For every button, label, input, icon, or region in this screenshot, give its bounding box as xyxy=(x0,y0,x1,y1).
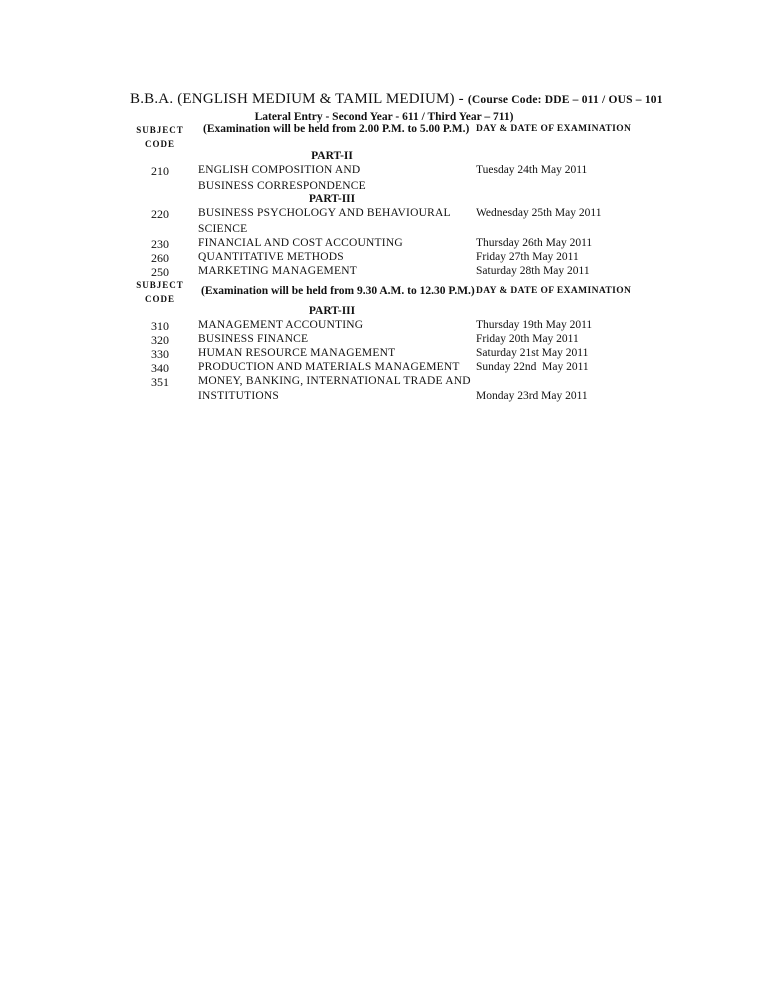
exam-time-afternoon: (Examination will be held from 2.00 P.M. to 5.00 P.M.) xyxy=(203,123,470,135)
part-iii-heading: PART-III xyxy=(308,193,356,205)
subject-code-320: 320 xyxy=(151,333,169,347)
exam-date-250: Saturday 28th May 2011 xyxy=(476,265,590,277)
exam-date-340: Sunday 22nd May 2011 xyxy=(476,361,589,373)
subject-name-330: HUMAN RESOURCE MANAGEMENT xyxy=(198,347,396,359)
lateral-entry-line: Lateral Entry - Second Year - 611 / Third Year – 711) xyxy=(254,111,514,123)
subject-name-260: QUANTITATIVE METHODS xyxy=(198,251,344,263)
document-title xyxy=(130,91,663,108)
exam-date-220: Wednesday 25th May 2011 xyxy=(476,207,602,219)
exam-date-230: Thursday 26th May 2011 xyxy=(476,237,593,249)
subject-name-351-line1: MONEY, BANKING, INTERNATIONAL TRADE AND xyxy=(198,375,471,387)
exam-date-310: Thursday 19th May 2011 xyxy=(476,319,593,331)
subject-code-header xyxy=(130,123,190,151)
subject-code-340: 340 xyxy=(151,361,169,375)
day-date-header-2: DAY & DATE OF EXAMINATION xyxy=(476,286,632,296)
subject-code-header-line2: CODE xyxy=(144,139,175,149)
subject-name-351-line2: INSTITUTIONS xyxy=(198,390,279,402)
subject-code-230: 230 xyxy=(151,237,169,251)
subject-code-310: 310 xyxy=(151,319,169,333)
part-ii-heading: PART-II xyxy=(311,150,353,162)
subject-code-210: 210 xyxy=(151,164,169,178)
day-date-header: DAY & DATE OF EXAMINATION xyxy=(476,124,632,134)
subject-name-340: PRODUCTION AND MATERIALS MANAGEMENT xyxy=(198,361,460,373)
subject-name-310: MANAGEMENT ACCOUNTING xyxy=(198,319,364,331)
exam-time-morning: (Examination will be held from 9.30 A.M. to 12.30 P.M.) xyxy=(201,285,475,297)
subject-code-220: 220 xyxy=(151,207,169,221)
subject-name-220-line2: SCIENCE xyxy=(198,223,248,235)
course-code: (Course Code: DDE – 011 / OUS – 101 xyxy=(467,94,663,106)
subject-code-250: 250 xyxy=(151,265,169,279)
subject-name-250: MARKETING MANAGEMENT xyxy=(198,265,357,277)
exam-date-330: Saturday 21st May 2011 xyxy=(476,347,589,359)
subject-code-260: 260 xyxy=(151,251,169,265)
subject-name-230: FINANCIAL AND COST ACCOUNTING xyxy=(198,237,403,249)
exam-date-210: Tuesday 24th May 2011 xyxy=(476,164,588,176)
subject-name-220-line1: BUSINESS PSYCHOLOGY AND BEHAVIOURAL xyxy=(198,207,451,219)
subject-code-330: 330 xyxy=(151,347,169,361)
subject-code-header-line1: SUBJECT xyxy=(136,125,184,135)
subject-code-351: 351 xyxy=(151,375,169,389)
subject-name-210-line1: ENGLISH COMPOSITION AND xyxy=(198,164,361,176)
programme-title: B.B.A. (ENGLISH MEDIUM & TAMIL MEDIUM) - xyxy=(130,91,464,107)
exam-date-320: Friday 20th May 2011 xyxy=(476,333,579,345)
subject-name-320: BUSINESS FINANCE xyxy=(198,333,309,345)
exam-date-351: Monday 23rd May 2011 xyxy=(476,390,588,402)
exam-date-260: Friday 27th May 2011 xyxy=(476,251,579,263)
subject-name-210-line2: BUSINESS CORRESPONDENCE xyxy=(198,180,366,192)
subject-code-header-2 xyxy=(130,278,190,306)
part-iii-heading-2: PART-III xyxy=(308,305,356,317)
subject-code-header-2-line1: SUBJECT xyxy=(136,280,184,290)
subject-code-header-2-line2: CODE xyxy=(144,294,175,304)
